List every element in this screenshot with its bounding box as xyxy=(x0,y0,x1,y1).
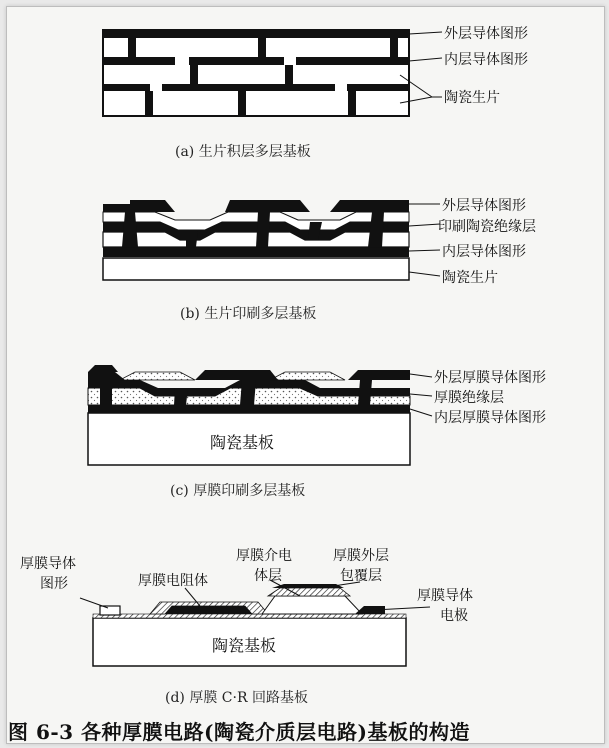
panel-b-caption: (b) 生片印刷多层基板 xyxy=(180,306,317,322)
panel-a-inner-conductor-1 xyxy=(103,57,409,65)
panel-c-label-insulation: 厚膜绝缘层 xyxy=(434,390,504,406)
panel-d-substrate-label: 陶瓷基板 xyxy=(212,636,277,655)
panel-d-label-cover-2: 包覆层 xyxy=(340,568,382,584)
panel-c-substrate-label: 陶瓷基板 xyxy=(210,433,275,452)
panel-b-green-sheet xyxy=(103,258,409,280)
panel-d-left-pad xyxy=(100,606,120,615)
panel-a-outer-conductor xyxy=(103,30,409,38)
panel-d-caption: (d) 厚膜 C·R 回路基板 xyxy=(165,690,308,706)
panel-a xyxy=(103,25,528,160)
panel-d-label-electrode-2: 电极 xyxy=(440,608,468,624)
panel-a-label-sheet: 陶瓷生片 xyxy=(444,90,500,106)
panel-d-label-electrode-1: 厚膜导体 xyxy=(417,588,473,604)
panel-c-caption: (c) 厚膜印刷多层基板 xyxy=(170,483,306,499)
panel-b xyxy=(103,197,536,322)
panel-d-label-resistor: 厚膜电阻体 xyxy=(138,573,208,589)
panel-d-label-dielectric-2: 体层 xyxy=(254,568,282,584)
panel-a-label-inner: 内层导体图形 xyxy=(444,52,528,68)
panel-d-label-cover-1: 厚膜外层 xyxy=(333,548,389,564)
panel-d-label-conductor-2: 图形 xyxy=(40,576,68,592)
panel-c-label-outer: 外层厚膜导体图形 xyxy=(434,370,546,386)
panel-d-resistor xyxy=(165,606,252,614)
panel-b-label-sheet: 陶瓷生片 xyxy=(442,270,498,286)
panel-b-inner-conductor xyxy=(103,247,409,257)
panel-a-inner-conductor-2 xyxy=(103,84,409,91)
panel-d-dielectric xyxy=(262,596,362,614)
panel-a-caption: (a) 生片积层多层基板 xyxy=(175,144,311,160)
panel-d xyxy=(20,547,473,706)
panel-d-label-dielectric-1: 厚膜介电 xyxy=(236,548,292,564)
panel-b-label-insulation: 印刷陶瓷绝缘层 xyxy=(438,219,536,235)
panel-b-insulation xyxy=(103,232,409,247)
panel-b-label-inner: 内层导体图形 xyxy=(442,244,526,260)
panel-c-inner-conductor xyxy=(88,405,410,413)
panel-a-label-outer: 外层导体图形 xyxy=(444,26,528,42)
panel-c-label-inner: 内层厚膜导体图形 xyxy=(434,410,546,426)
panel-c xyxy=(88,365,546,499)
panel-d-cover xyxy=(268,588,350,596)
panel-d-label-conductor-1: 厚膜导体 xyxy=(20,556,76,572)
figure-title: 图 6-3 各种厚膜电路(陶瓷介质层电路)基板的构造 xyxy=(8,720,470,744)
panel-b-label-outer: 外层导体图形 xyxy=(442,198,526,214)
